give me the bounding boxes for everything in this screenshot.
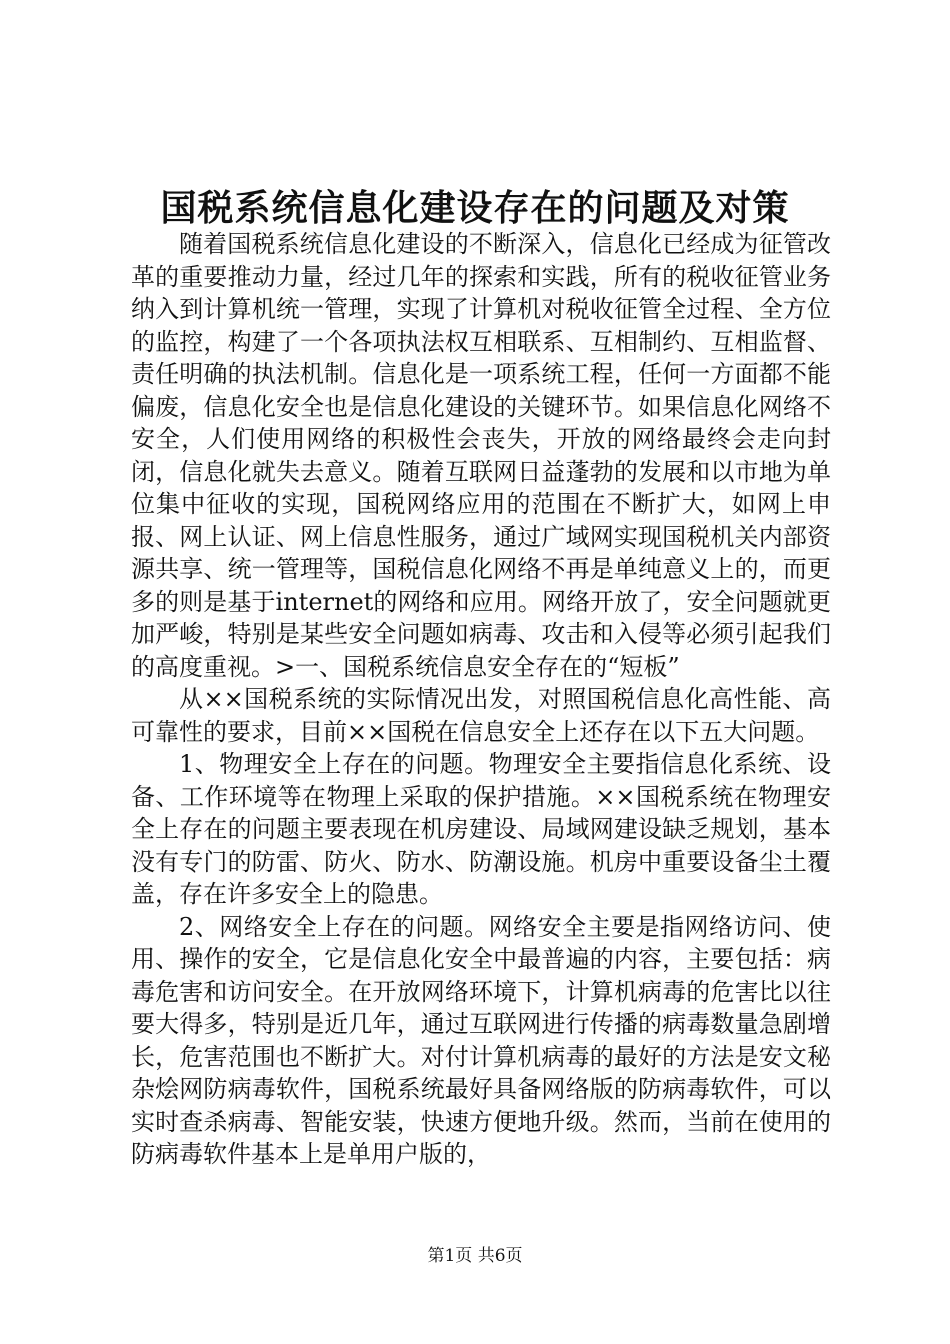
paragraph-network-security: 2、网络安全上存在的问题。网络安全主要是指网络访问、使用、操作的安全，它是信息化安全中最普遍的内容，主要包括：病毒危害和访问安全。在开放网络环境下，计算机病毒的危害比以往要大得多，特别是近几年，通过互联网进行传播的病毒数量急剧增长，危害范围也不断扩大。对付计算机病毒的最好的方法是安文秘杂烩网防病毒软件，国税系统最好具备网络版的防病毒软件，可以实时查杀病毒、智能安装，快速方便地升级。然而，当前在使用的防病毒软件基本上是单用户版的， bbox=[131, 912, 831, 1168]
document-title: 国税系统信息化建设存在的问题及对策 bbox=[160, 187, 790, 229]
paragraph-problems-overview: 从××国税系统的实际情况出发，对照国税信息化高性能、高可靠性的要求，目前××国税在信息安全上还存在以下五大问题。 bbox=[131, 685, 831, 746]
paragraph-intro: 随着国税系统信息化建设的不断深入，信息化已经成为征管改革的重要推动力量，经过几年的探索和实践，所有的税收征管业务纳入到计算机统一管理，实现了计算机对税收征管全过程、全方位的监控，构建了一个各项执法权互相联系、互相制约、互相监督、责任明确的执法机制。信息化是一项系统工程，任何一方面都不能偏废，信息化安全也是信息化建设的关键环节。如果信息化网络不安全，人们使用网络的积极性会丧失，开放的网络最终会走向封闭，信息化就失去意义。随着互联网日益蓬勃的发展和以市地为单位集中征收的实现，国税网络应用的范围在不断扩大，如网上申报、网上认证、网上信息性服务，通过广域网实现国税机关内部资源共享、统一管理等，国税信息化网络不再是单纯意义上的，而更多的则是基于internet的网络和应用。网络开放了，安全问题就更加严峻，特别是某些安全问题如病毒、攻击和入侵等必须引起我们的高度重视。>一、国税系统信息安全存在的“短板” bbox=[131, 230, 831, 681]
page-footer: 第1页 共6页 bbox=[427, 1246, 523, 1266]
document-body bbox=[131, 228, 831, 1171]
paragraph-physical-security: 1、物理安全上存在的问题。物理安全主要指信息化系统、设备、工作环境等在物理上采取的保护措施。××国税系统在物理安全上存在的问题主要表现在机房建设、局域网建设缺乏规划，基本没有专门的防雷、防火、防水、防潮设施。机房中重要设备尘土覆盖，存在许多安全上的隐患。 bbox=[131, 750, 831, 908]
